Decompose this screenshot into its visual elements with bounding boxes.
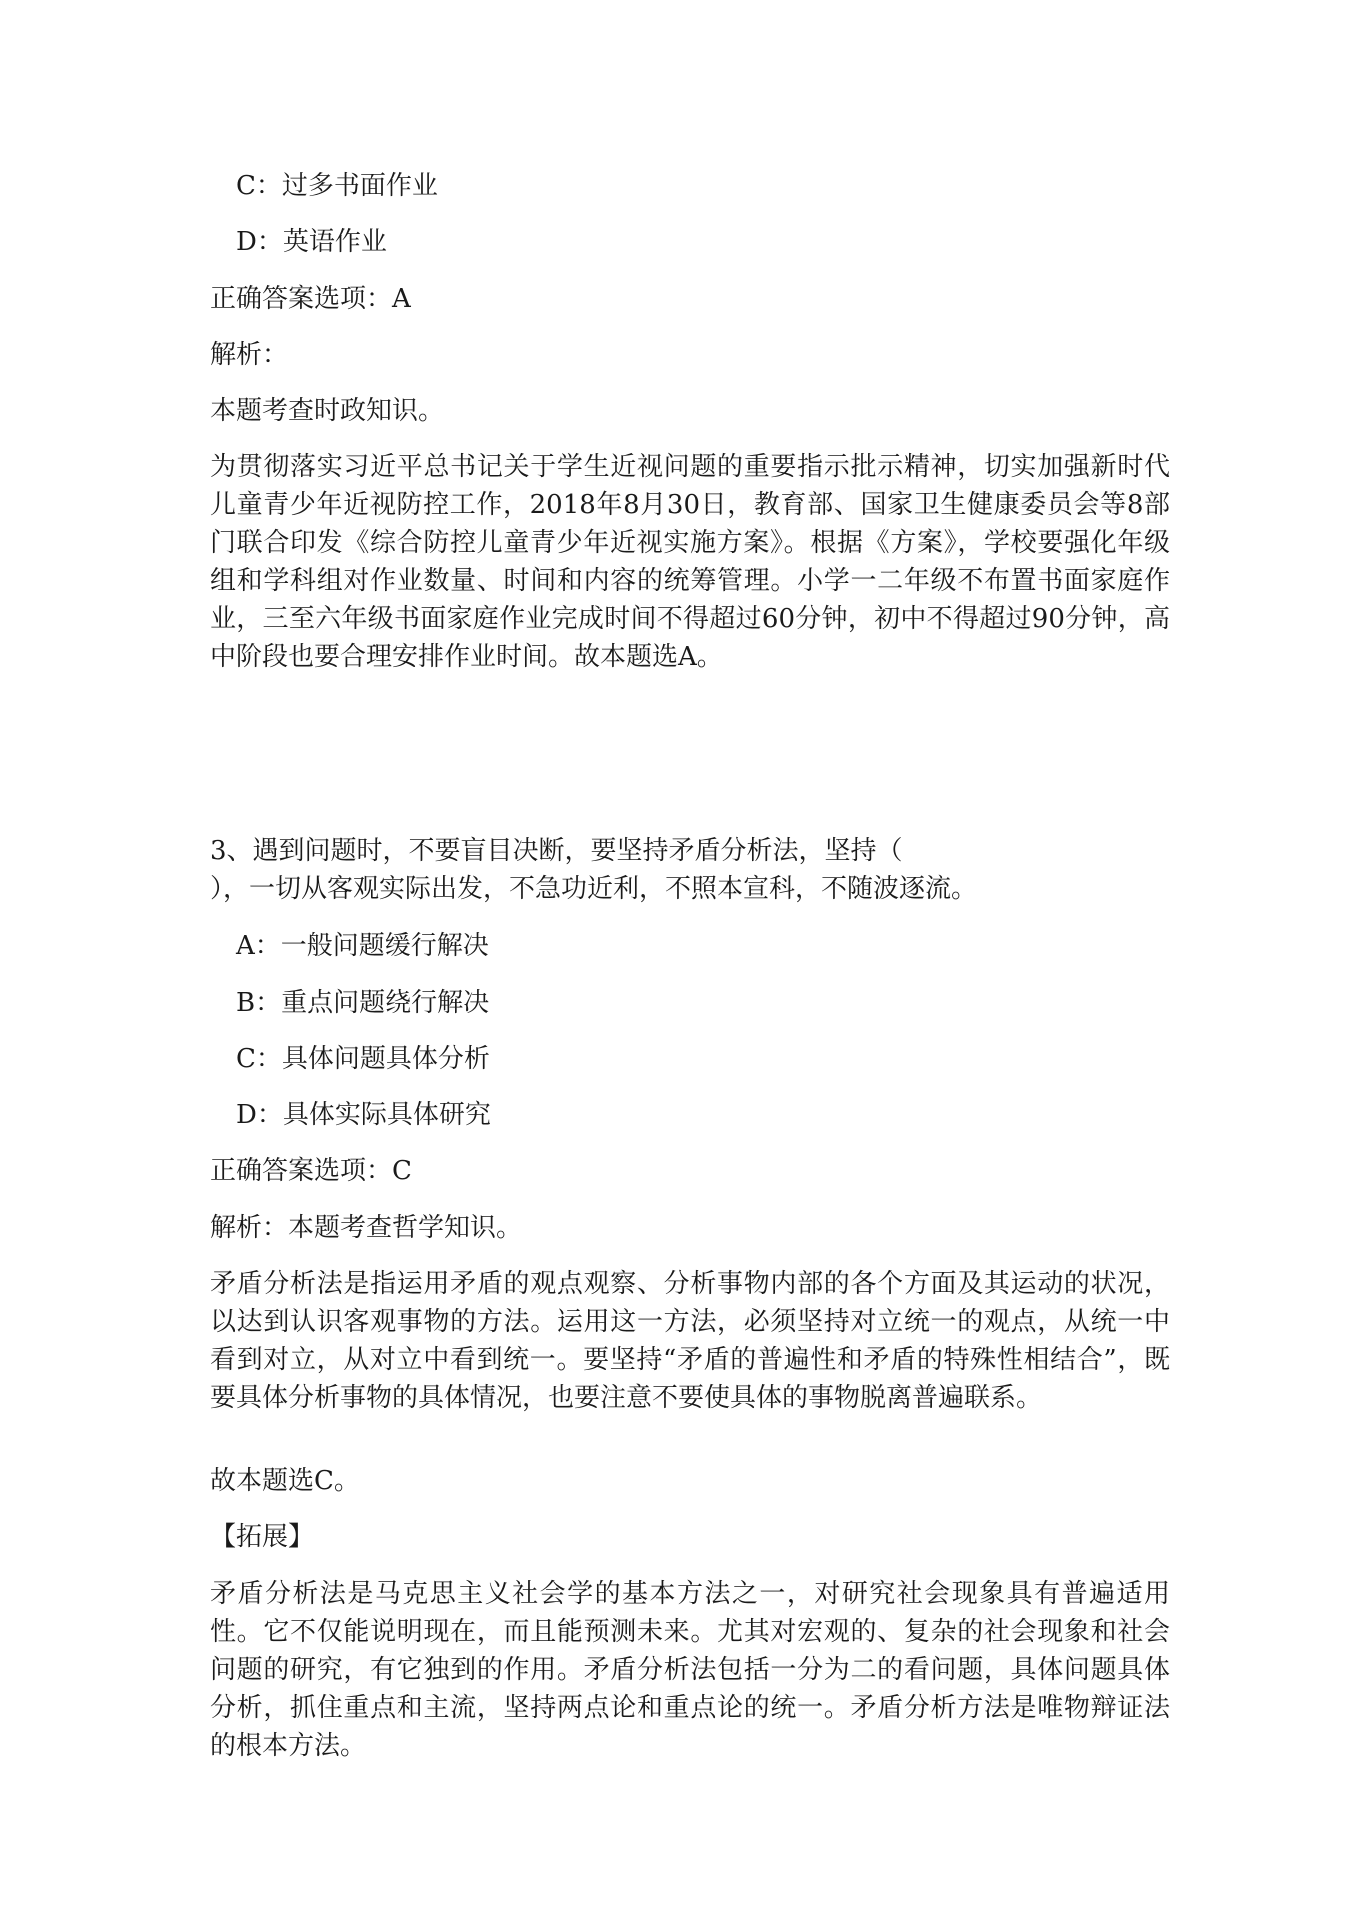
q3-analysis-body: 矛盾分析法是指运用矛盾的观点观察、分析事物内部的各个方面及其运动的状况，以达到认识客观事物的方法。运用这一方法，必须坚持对立统一的观点，从统一中看到对立，从对立中看到统一。要坚持“矛盾的普遍性和矛盾的特殊性相结合”，既要具体分析事物的具体情况，也要注意不要使具体的事物脱离普遍联系。	[210, 1269, 1170, 1413]
prev-option-d: D：英语作业	[236, 227, 387, 257]
prev-option-c: C：过多书面作业	[236, 171, 438, 201]
q3-extension-body: 矛盾分析法是马克思主义社会学的基本方法之一，对研究社会现象具有普遍适用性。它不仅能说明现在，而且能预测未来。尤其对宏观的、复杂的社会现象和社会问题的研究，有它独到的作用。矛盾分析法包括一分为二的看问题，具体问题具体分析，抓住重点和主流，坚持两点论和重点论的统一。矛盾分析方法是唯物辩证法的根本方法。	[210, 1579, 1170, 1761]
q3-stem-line2: ），一切从客观实际出发，不急功近利，不照本宣科，不随波逐流。	[210, 874, 978, 904]
prev-analysis-topic: 本题考查时政知识。	[210, 396, 445, 426]
q3-option-d: D：具体实际具体研究	[236, 1100, 491, 1130]
q3-answer: 正确答案选项：C	[210, 1156, 412, 1186]
prev-analysis-label: 解析：	[210, 340, 289, 370]
q3-option-c: C：具体问题具体分析	[236, 1044, 490, 1074]
prev-analysis-body: 为贯彻落实习近平总书记关于学生近视问题的重要指示批示精神，切实加强新时代儿童青少年近视防控工作，2018年8月30日，教育部、国家卫生健康委员会等8部门联合印发《综合防控儿童青少年近视实施方案》。根据《方案》，学校要强化年级组和学科组对作业数量、时间和内容的统筹管理。小学一二年级不布置书面家庭作业，三至六年级书面家庭作业完成时间不得超过60分钟，初中不得超过90分钟，高中阶段也要合理安排作业时间。故本题选A。	[210, 452, 1170, 672]
q3-analysis-label: 解析：本题考查哲学知识。	[210, 1213, 523, 1243]
q3-conclusion: 故本题选C。	[210, 1466, 360, 1496]
q3-extension-label: 【拓展】	[210, 1522, 315, 1552]
q3-stem-line1: 3、遇到问题时，不要盲目决断，要坚持矛盾分析法，坚持（	[210, 836, 903, 866]
q3-option-a: A：一般问题缓行解决	[236, 931, 489, 961]
q3-option-b: B：重点问题绕行解决	[236, 988, 490, 1018]
prev-answer: 正确答案选项：A	[210, 284, 411, 314]
